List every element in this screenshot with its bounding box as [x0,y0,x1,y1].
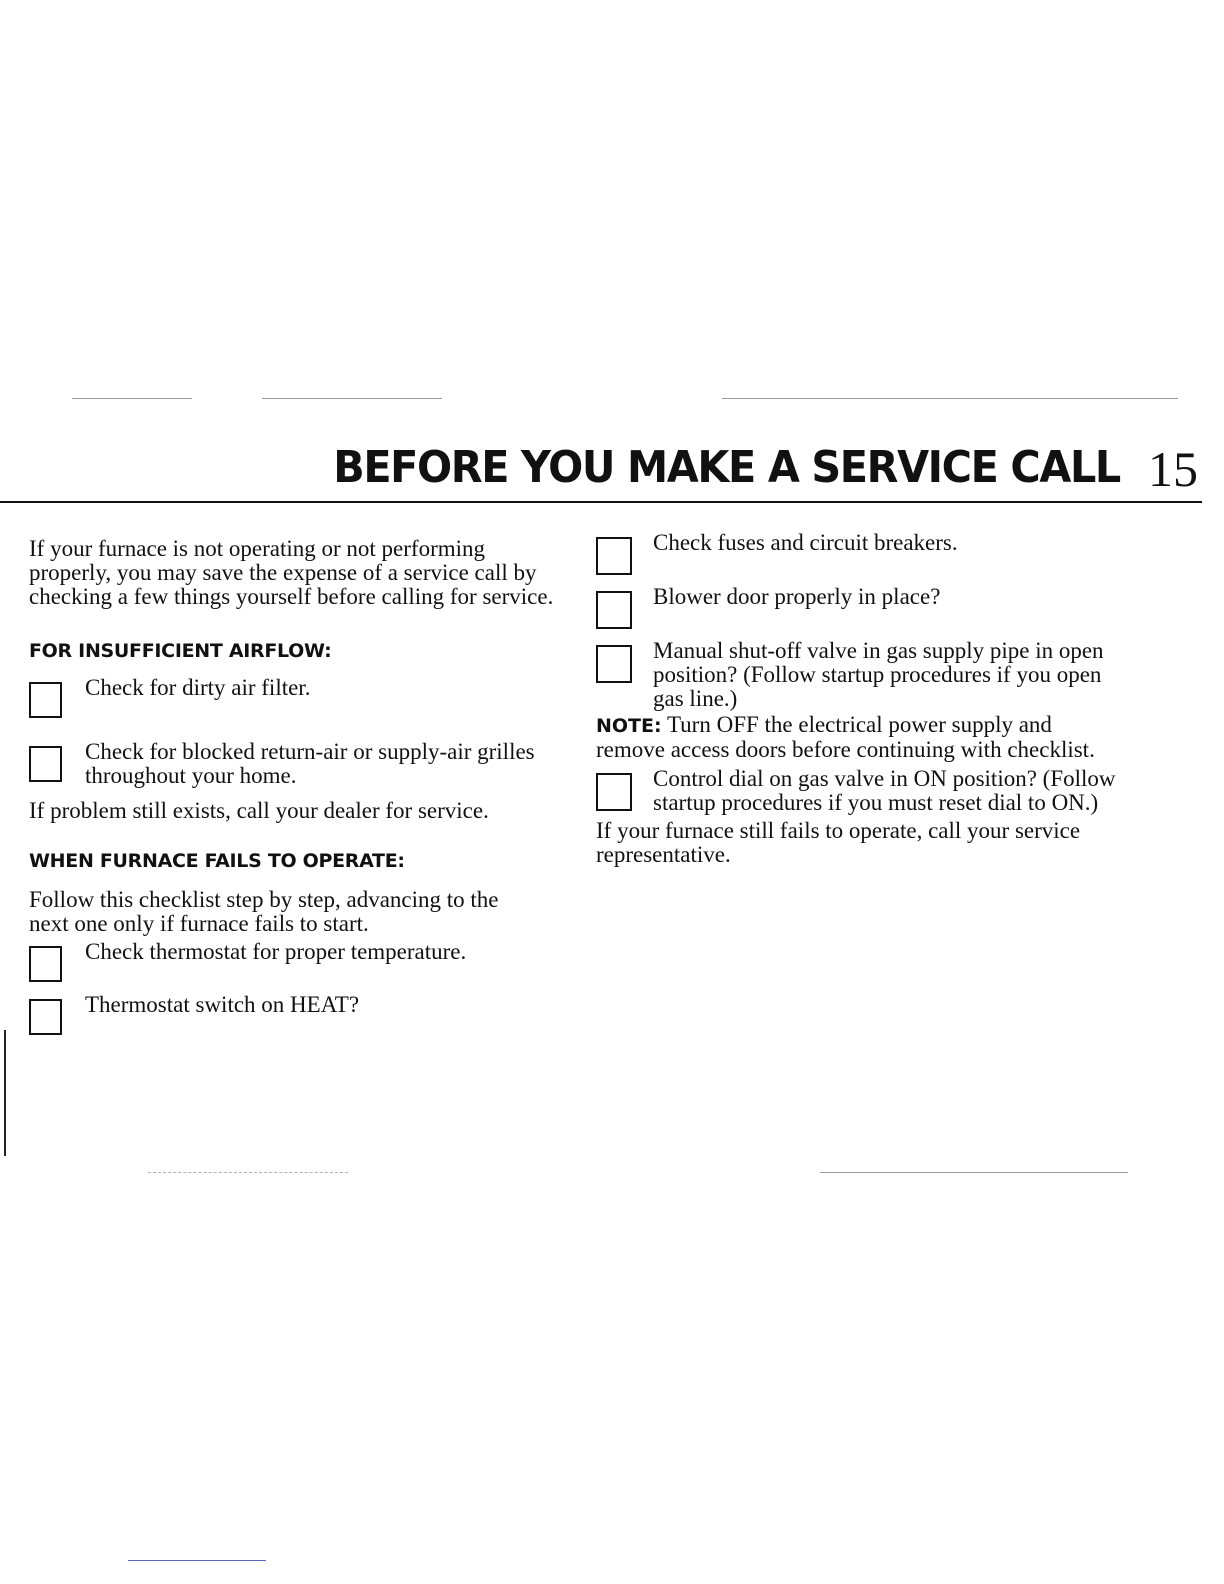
page-number: 15 [1148,441,1198,497]
closing-paragraph: If your furnace still fails to operate, call your service representative. [596,818,1081,867]
checkbox-control-dial[interactable] [596,773,632,811]
scan-rule-top-1 [72,398,192,399]
checklist-item-thermostat-temp [29,940,569,985]
page-title: BEFORE YOU MAKE A SERVICE CALL [333,442,1120,493]
checkbox-blower-door[interactable] [596,591,632,629]
scan-rule-top-2 [262,398,442,399]
header-rule [0,501,1202,503]
checkbox-thermostat-temp[interactable] [29,946,62,982]
scan-margin-mark [4,1030,6,1156]
checklist-item-label: Check for blocked return-air or supply-air grilles throughout your home. [85,739,535,788]
intro-paragraph: If your furnace is not operating or not performing properly, you may save the expense of a service call by checking a few things yourself before calling for service. [29,536,554,609]
airflow-heading: FOR INSUFFICIENT AIRFLOW: [29,640,332,662]
scan-rule-top-3 [722,398,1178,399]
scan-rule-bottom-2 [820,1172,1128,1173]
checklist-item-label: Check for dirty air filter. [85,675,311,700]
left-column [29,537,569,1038]
checklist-item-blocked-grilles [29,740,569,788]
fails-intro: Follow this checklist step by step, advancing to the next one only if furnace fails to start. [29,887,499,936]
note-label: NOTE: [596,715,662,737]
checklist-item-dirty-filter [29,676,569,721]
checklist-item-label: Manual shut-off valve in gas supply pipe in open position? (Follow startup procedures if you open gas line.) [653,638,1104,711]
checklist-item-blower-door [596,585,1126,630]
checkbox-fuses[interactable] [596,537,632,575]
checkbox-dirty-filter[interactable] [29,682,62,718]
checklist-item-label: Thermostat switch on HEAT? [85,992,360,1017]
checklist-item-label: Control dial on gas valve in ON position? (Follow startup procedures if you must reset dial to ON.) [653,766,1116,815]
note-paragraph [596,713,1126,762]
checklist-item-fuses [596,531,1126,576]
right-column [596,531,1126,867]
checklist-item-label: Check thermostat for proper temperature. [85,939,467,964]
checkbox-shutoff-valve[interactable] [596,645,632,683]
airflow-followup: If problem still exists, call your dealer for service. [29,798,489,823]
checklist-item-label: Blower door properly in place? [653,584,941,609]
checklist-item-thermostat-heat [29,993,569,1038]
scan-rule-bottom-1 [148,1172,348,1173]
checklist-item-control-dial [596,767,1126,815]
checklist-item-label: Check fuses and circuit breakers. [653,530,958,555]
checkbox-thermostat-heat[interactable] [29,999,62,1035]
scan-rule-foot [128,1560,266,1561]
note-text: Turn OFF the electrical power supply and remove access doors before continuing with checklist. [596,712,1095,762]
fails-heading: WHEN FURNACE FAILS TO OPERATE: [29,850,405,872]
checklist-item-shutoff-valve [596,639,1126,711]
checkbox-blocked-grilles[interactable] [29,746,62,782]
